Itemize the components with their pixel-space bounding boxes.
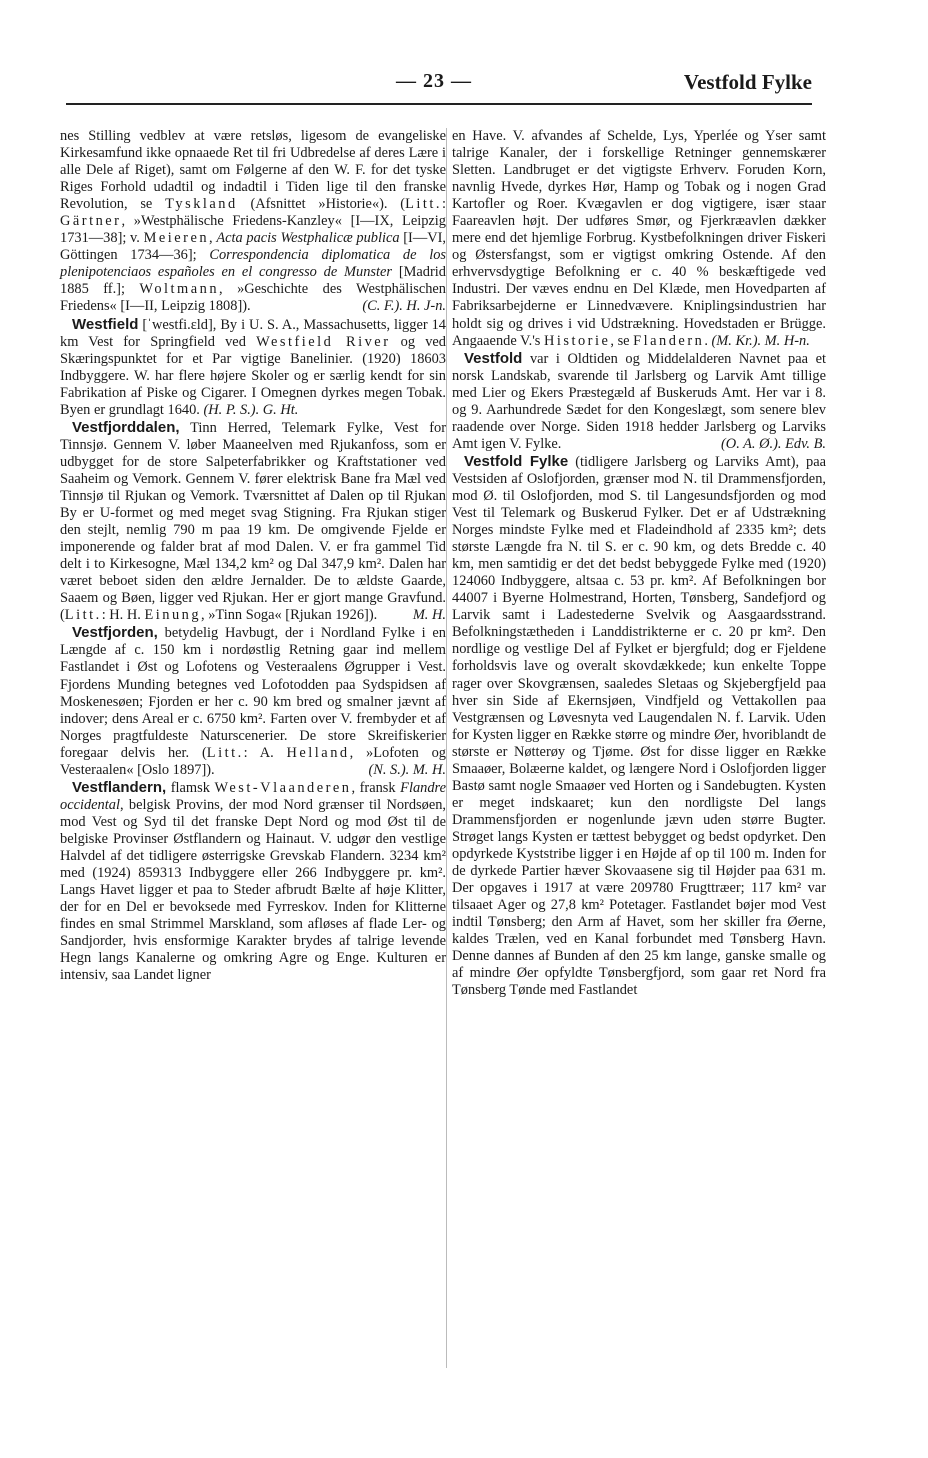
- headword: Vestfold Fylke: [464, 452, 569, 470]
- author-signature: (O. A. Ø.). Edv. B.: [721, 435, 826, 452]
- running-title: Vestfold Fylke: [683, 70, 812, 94]
- column-divider: [446, 128, 447, 1368]
- headword: Vestflandern,: [72, 778, 167, 796]
- entry-vestfold: Vestfold var i Oldtiden og Middelalderen Navnet paa et norsk Landskab, svarende til Jarlsberg og Larvik Amt tillige med Lier og Ekers Præstegæld af Buskeruds Amt. Her var i 8. og 9. Aarhundrede Sædet for den Kongeslægt, som senere blev raadende over Norge. Siden 1918 hedder Jarlsberg og Larviks Amt igen V. Fylke. (O. A. Ø.). Edv. B.: [452, 349, 826, 452]
- entry-continuation: en Have. V. afvandes af Schelde, Lys, Yperlée og Yser samt talrige Kanaler, der i forskellige Retninger gennemskærer Sletten. Landbruget er det vigtigste Erhverv. Foruden Korn, navnlig Hvede, dyrkes Hør, Hamp og Tobak og i nogen Grad Kartofler og Roer. Kvægavlen er dog vigtigere, især staar Faareavlen højt. Der udføres Smør, og Fjerkræavlen dækker mere end det hjemlige Forbrug. Kystbefolkningen driver Fiskeri og Østersfangst, som er vigtigst omkring Ostende. Af den erhvervsdygtige Befolkning er c. 40 % beskæftigede ved Industri. Der væves endnu en Del Klæde, men Hovedparten af Fabriksarbejderne er Linnedvævere. Kniplingsindustrien har holdt sig og drives i vid Udstrækning. Hovedstaden er Brügge. Angaaende V.'s Historie, se Flandern. (M. Kr.). M. H-n.: [452, 128, 826, 349]
- headword: Westfield: [72, 315, 139, 333]
- right-column: [452, 128, 826, 999]
- author-signature: M. H.: [412, 607, 446, 624]
- author-signature: (M. Kr.). M. H-n.: [711, 332, 810, 349]
- headword: Vestfjorddalen,: [72, 418, 180, 436]
- entry-vestfjorddalen: Vestfjorddalen, Tinn Herred, Telemark Fylke, Vest for Tinnsjø. Gennem V. løber Maaneelven med Rjukanfoss, som er udbygget for de store Salpeterfabrikker og Kraftstationer ved Saaheim og Vemork. Gennem V. fører elektrisk Bane fra Mæl ved Tinnsjø til Rjukan og Vemork. Tværsnittet af Dalen op til Rjukan By er U-formet og med meget svag Stigning. Fra Rjukan stiger den stejlt, nemlig 790 m paa 19 km. De omgivende Fjelde er imponerende og falder brat af mod Dalen. V. er fra gammel Tid delt i to Kirkesogne, Mæl 134,2 km² og Dal 347,9 km². Dalen har været beboet siden den ældre Jernalder. De to ældste Gaarde, Saaem og Bøen, ligger ved Rjukan. Her er gjort mange Gravfund. (Litt.: H. H. Einung, »Tinn Soga« [Rjukan 1926]). M. H.: [60, 418, 446, 624]
- entry-vestfjorden: Vestfjorden, betydelig Havbugt, der i Nordland Fylke i en Længde af c. 150 km i nordøstlig Retning gaar ind mellem Fastlandet i Øst og Lofotens og Vesteraalens Øgrupper i Vest. Fjordens Munding betegnes ved Lofotodden paa Sydspidsen af Moskenesøen; Fjorden er her c. 90 km bred og smalner jævnt af indover; dens Areal er c. 6750 km². Farten over V. frembyder et af Norges pragtfuldeste Naturscenerier. De store Skreifiskerier foregaar delvis her. (Litt.: A. Helland, »Lofoten og Vesteraalen« [Oslo 1897]). (N. S.). M. H.: [60, 624, 446, 778]
- left-column: [60, 128, 446, 984]
- author-signature: (C. F.). H. J-n.: [362, 298, 446, 315]
- entry-vestflandern: Vestflandern, flamsk West-Vlaanderen, fransk Flandre occidental, belgisk Provins, der mod Nord grænser til Nordsøen, mod Vest og Syd til det franske Dept Nord og mod Øst til de belgiske Provinser Østflandern og Hainaut. V. udgør den vestlige Halvdel af det tidligere østerrigske Grevskab Flandern. 3234 km² med (1924) 859313 Indbyggere eller 266 Indbyggere pr. km². Langs Havet ligger et paa to Steder afbrudt Bælte af høje Klitter, der for en Del er bevoksede med Fyrreskov. Inden for Klitterne findes en smal Strimmel Marskland, som afløses af flade Ler- og Sandjorder, hvis ensformige Karakter brydes af talrige levende Hegn langs Kanalerne og omkring Agre og Enge. Kulturen er intensiv, saa Landet ligner: [60, 778, 446, 984]
- headword: Vestfjorden,: [72, 624, 158, 642]
- header-rule: [66, 103, 812, 105]
- page-header: [66, 70, 812, 104]
- page-number: — 23 —: [396, 70, 472, 92]
- headword: Vestfold: [464, 349, 523, 367]
- entry-westfield: Westfield [ˈwestfi.ɛld], By i U. S. A., Massachusetts, ligger 14 km Vest for Springfield ved Westfield River og ved Skæringspunktet for et Par vigtige Banelinier. (1920) 18603 Indbyggere. W. har flere højere Skoler og er særlig kendt for sin Fabrikation af Piske og Cigarer. I Omegnen dyrkes megen Tobak. Byen er grundlagt 1640. (H. P. S.). G. Ht.: [60, 315, 447, 418]
- entry-continuation: nes Stilling vedblev at være retsløs, ligesom de evangeliske Kirkesamfund ikke opnaaede Ret til fri Udbredelse af deres Lære i alle Dele af Riget), samt om Følgerne af den W. F. for det tyske Riges Forhold udadtil og indadtil i Tiden lige til den franske Revolution, se Tyskland (Afsnittet »Historie«). (Litt.: Gärtner, »Westphälische Friedens-Kanzley« [I—IX, Leipzig 1731—38]; v. Meieren, Acta pacis Westphalicæ publica [I—VI, Göttingen 1734—36]; Correspondencia diplomatica de los plenipotenciaos españoles en el congresso de Munster [Madrid 1885 ff.]; Woltmann, »Geschichte des Westphälischen Friedens« [I—II, Leipzig 1808]). (C. F.). H. J-n.: [60, 128, 447, 315]
- author-signature: (H. P. S.). G. Ht.: [203, 401, 299, 418]
- author-signature: (N. S.). M. H.: [368, 761, 446, 778]
- entry-vestfold-fylke: Vestfold Fylke (tidligere Jarlsberg og Larviks Amt), paa Vestsiden af Oslofjorden, grænser mod N. til Drammensfjorden, mod Ø. til Oslofjorden, mod S. til Langesundsfjorden og mod Vest til Telemark og Buskerud Fylker. Det er af Udstrækning Norges mindste Fylke med et Fladeindhold af 2335 km²; dets største Længde fra N. til S. er c. 90 km, og dets Bredde c. 40 km, men samtidig er det det bedst bebyggede Fylke med (1920) 124060 Indbyggere, altsaa c. 53 pr. km². Af Befolkningen bor 44007 i Byerne Holmestrand, Horten, Tønsberg, Sandefjord og Larvik samt i Ladestederne Svelvik og Aasgaardsstrand. Befolkningstætheden i Landdistrikterne er c. 20 pr km². Den nordlige og vestlige Del af Fylket er bjergfuld; dog er Fjeldene forholdsvis lave og overalt skovdækkede; kun enkelte Toppe rager over Skovgrænsen, saaledes Sletaas og Skjebergfjeld paa hver sin Side af Ekernsjøen, Vindfjeld og Vettakollen paa Vestgrænsen og Løvesnyta ved Laugendalen N. f. Larvik. Uden for Kysten ligger en Række større og mindre Øer, hvoriblandt de største er Nøtterøy og Tjøme. Øst for disse ligger en Række Smaaøer, Bolæerne kaldet, og længere Nord i Oslofjorden ligger Bastø samt nogle Smaaøer ved Horten og i Sandebugten. Kysten er meget indskaaret; kun den nordligste Del langs Drammensfjorden er nogenlunde jævn uden større Bugter. Strøget langs Kysten er tættest bebygget og bedst opdyrket. Den opdyrkede Kyststribe ligger i en Højde af op til 100 m. Inden for de dyrkede Partier hæver Skovaasene sig til Højder paa 631 m. Der opgaves i 1917 at være 209780 Frugttræer; 117 km² var tilsaaet Ager og 27,8 km² Potetager. Fastlandet bøjer mod Vest indtil Tønsberg; den Arm af Havet, som her skiller fra Øerne, kaldes Trælen, ved en Kanal forbundet med Tønsberg Havn. Denne dannes af Bunden af den 25 km lange, ganske smalle og af mindre Øer opfyldte Tønsbergfjord, som gaar ret Nord fra Tønsberg Tønde med Fastlandet: [452, 452, 827, 999]
